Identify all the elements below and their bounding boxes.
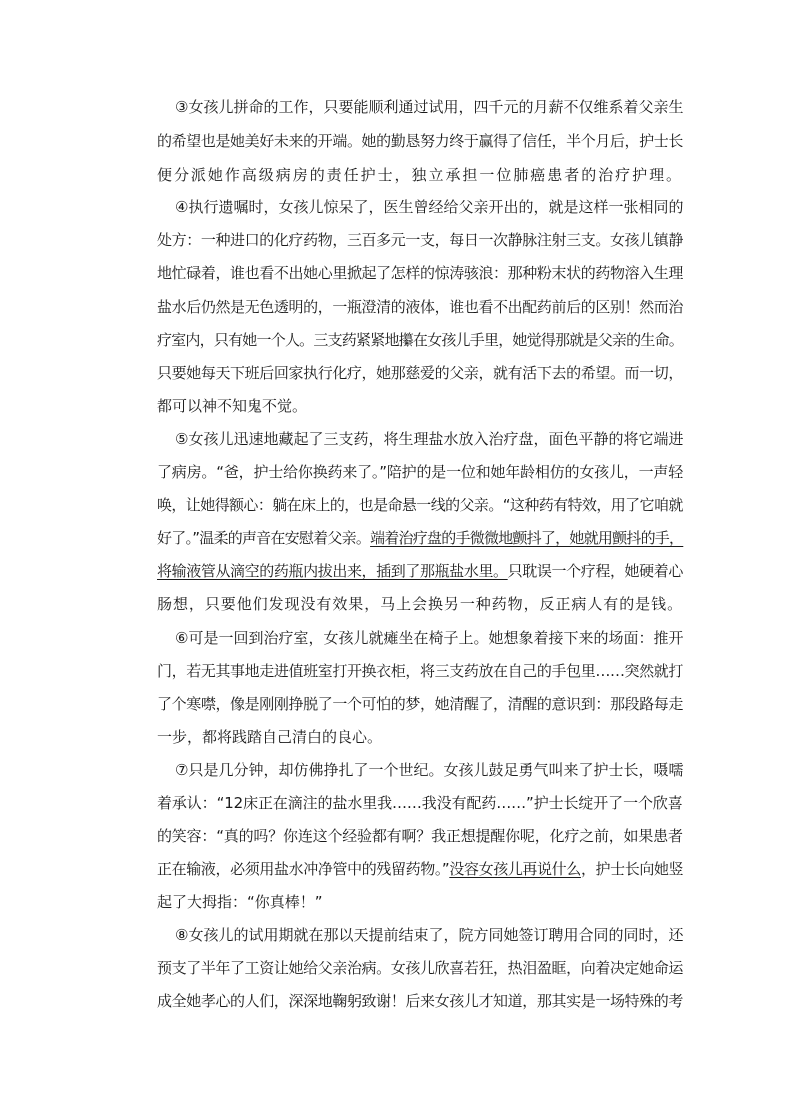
paragraph-5-line-4	[157, 527, 683, 549]
plain-text-segment: ，护士长向她竖	[580, 860, 684, 878]
paragraph-3-line-2: 的希望也是她美好未来的开端。她的勤恳努力终于赢得了信任，半个月后，护士长	[157, 132, 684, 150]
paragraph-8-line-1: ⑧女孩儿的试用期就在那以天提前结束了，院方同她签订聘用合同的同时，还	[175, 926, 684, 944]
underlined-sentence-part-1: 端着治疗盘的手微微地颤抖了，她就用颤抖的手，	[370, 529, 684, 547]
paragraph-6-line-4: 一步，都将践踏自己清白的良心。	[157, 728, 383, 746]
paragraph-7-line-5: 起了大拇指：“你真棒！”	[157, 893, 323, 911]
underlined-phrase: 没容女孩儿再说什么	[449, 860, 581, 878]
paragraph-6-line-1: ⑥可是一回到治疗室，女孩儿就瘫坐在椅子上。她想象着接下来的场面：推开	[175, 629, 684, 647]
paragraph-6-line-3: 了个寒噤，像是刚刚挣脱了一个可怕的梦，她清醒了，清醒的意识到：那段路每走	[157, 695, 684, 713]
paragraph-5-line-2: 了病房。“爸，护士给你换药来了。”陪护的是一位和她年龄相仿的女孩儿，一声轻	[157, 463, 684, 481]
paragraph-4-line-3: 地忙碌着，谁也看不出她心里掀起了怎样的惊涛骇浪：那种粉末状的药物溶入生理	[157, 264, 684, 282]
paragraph-7-line-1: ⑦只是几分钟，却仿佛挣扎了一个世纪。女孩儿鼓足勇气叫来了护士长，嗫嚅	[175, 761, 684, 779]
paragraph-3-line-3: 便分派她作高级病房的责任护士，独立承担一位肺癌患者的治疗护理。	[157, 166, 684, 184]
paragraph-6-line-2: 门，若无其事地走进值班室打开换衣柜，将三支药放在自己的手包里……突然就打	[157, 662, 684, 680]
paragraph-4-line-2: 处方：一种进口的化疗药物，三百多元一支，每日一次静脉注射三支。女孩儿镇静	[157, 231, 684, 249]
paragraph-4-line-6: 只要她每天下班后回家执行化疗，她那慈爱的父亲，就有活下去的希望。而一切，	[157, 364, 684, 382]
plain-text-segment: 好了。”温柔的声音在安慰着父亲。	[157, 529, 371, 547]
underlined-sentence-part-2: 将输液管从滴空的药瓶内拔出来，插到了那瓶盐水里。	[157, 562, 508, 580]
paragraph-5-line-6: 肠想，只要他们发现没有效果，马上会换另一种药物，反正病人有的是钱。	[157, 595, 684, 613]
paragraph-4-line-4: 盐水后仍然是无色透明的，一瓶澄清的液体，谁也看不出配药前后的区别！然而治	[157, 298, 684, 316]
paragraph-7-line-2: 着承认：“12床正在滴注的盐水里我……我没有配药……”护士长绽开了一个欣喜	[157, 794, 683, 812]
paragraph-4-line-1: ④执行遗嘱时，女孩儿惊呆了，医生曾经给父亲开出的，就是这样一张相同的	[175, 198, 684, 216]
paragraph-7-line-3: 的笑容：“真的吗？你连这个经验都有啊？我正想提醒你呢，化疗之前，如果患者	[157, 827, 683, 845]
paragraph-7-line-4	[157, 858, 683, 880]
plain-text-segment: 只耽误一个疗程，她硬着心	[507, 562, 684, 580]
paragraph-8-line-3: 成全她孝心的人们，深深地鞠躬致谢！后来女孩儿才知道，那其实是一场特殊的考	[157, 992, 684, 1010]
paragraph-3-line-1: ③女孩儿拼命的工作，只要能顺利通过试用，四千元的月薪不仅维系着父亲生	[175, 98, 684, 116]
paragraph-5-line-3: 唤，让她得额心：躺在床上的，也是命悬一线的父亲。“这种药有特效，用了它咱就	[157, 496, 683, 514]
plain-text-segment: 正在输液，必须用盐水冲净管中的残留药物。”	[157, 860, 450, 878]
paragraph-8-line-2: 预支了半年了工资让她给父亲治病。女孩儿欣喜若狂，热泪盈眶，向着决定她命运	[157, 959, 684, 977]
paragraph-4-line-5: 疗室内，只有她一个人。三支药紧紧地攥在女孩儿手里，她觉得那就是父亲的生命。	[157, 331, 684, 349]
paragraph-4-line-7: 都可以神不知鬼不觉。	[157, 397, 308, 415]
paragraph-5-line-5	[157, 560, 683, 582]
paragraph-5-line-1: ⑤女孩儿迅速地藏起了三支药，将生理盐水放入治疗盘，面色平静的将它端进	[175, 430, 684, 448]
